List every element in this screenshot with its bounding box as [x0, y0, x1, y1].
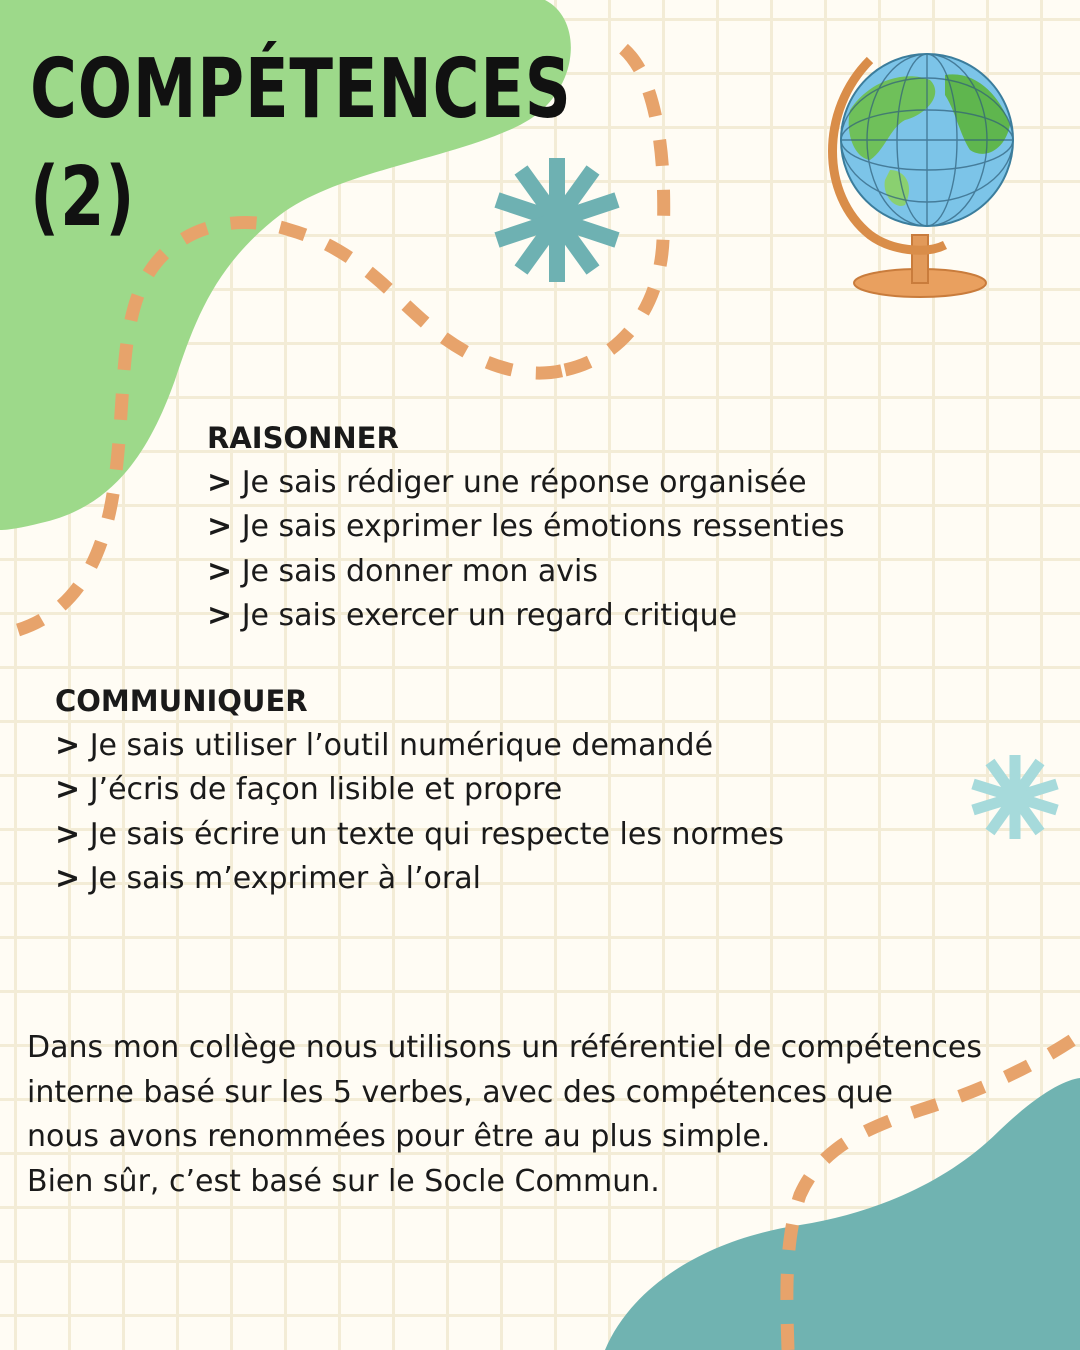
list-item-text: J’écris de façon lisible et propre	[89, 772, 563, 807]
list-item	[55, 813, 784, 858]
list-item	[207, 550, 845, 595]
bullet-arrow: >	[55, 727, 81, 763]
globe-icon	[833, 54, 1014, 297]
list-item	[207, 505, 845, 550]
bullet-arrow: >	[207, 509, 233, 544]
title-line-2: (2)	[30, 150, 136, 245]
page-title	[30, 36, 572, 252]
section-communiquer	[55, 679, 784, 902]
list-item-text: Je sais donner mon avis	[241, 553, 599, 589]
footer-line: Bien sûr, c’est basé sur le Socle Commun.	[27, 1163, 660, 1199]
footer-line: interne basé sur les 5 verbes, avec des compétences que	[27, 1074, 894, 1110]
list-item	[207, 594, 845, 639]
footer-line: nous avons renommées pour être au plus simple.	[27, 1119, 771, 1154]
bullet-arrow: >	[55, 861, 81, 896]
bullet-arrow: >	[207, 464, 233, 500]
section-heading: COMMUNIQUER	[55, 684, 308, 718]
footer-paragraph	[27, 1026, 1027, 1204]
title-line-1: COMPÉTENCES	[30, 42, 572, 137]
bullet-arrow: >	[207, 553, 233, 589]
bullet-arrow: >	[55, 816, 81, 852]
footer-line: Dans mon collège nous utilisons un référentiel de compétences	[27, 1030, 983, 1065]
list-item-text: Je sais m’exprimer à l’oral	[89, 861, 481, 896]
list-item-text: Je sais exprimer les émotions ressenties	[241, 509, 845, 544]
list-item-text: Je sais rédiger une réponse organisée	[241, 464, 807, 500]
bullet-arrow: >	[207, 598, 233, 633]
bullet-arrow: >	[55, 772, 81, 807]
section-raisonner	[207, 416, 845, 639]
list-item-text: Je sais écrire un texte qui respecte les normes	[89, 816, 784, 852]
list-item-text: Je sais exercer un regard critique	[241, 598, 738, 633]
asterisk-icon	[973, 755, 1057, 839]
list-item	[55, 768, 784, 813]
list-item	[55, 724, 784, 769]
section-heading: RAISONNER	[207, 421, 399, 455]
list-item	[55, 857, 784, 902]
list-item	[207, 461, 845, 506]
list-item-text: Je sais utiliser l’outil numérique demandé	[89, 727, 714, 763]
